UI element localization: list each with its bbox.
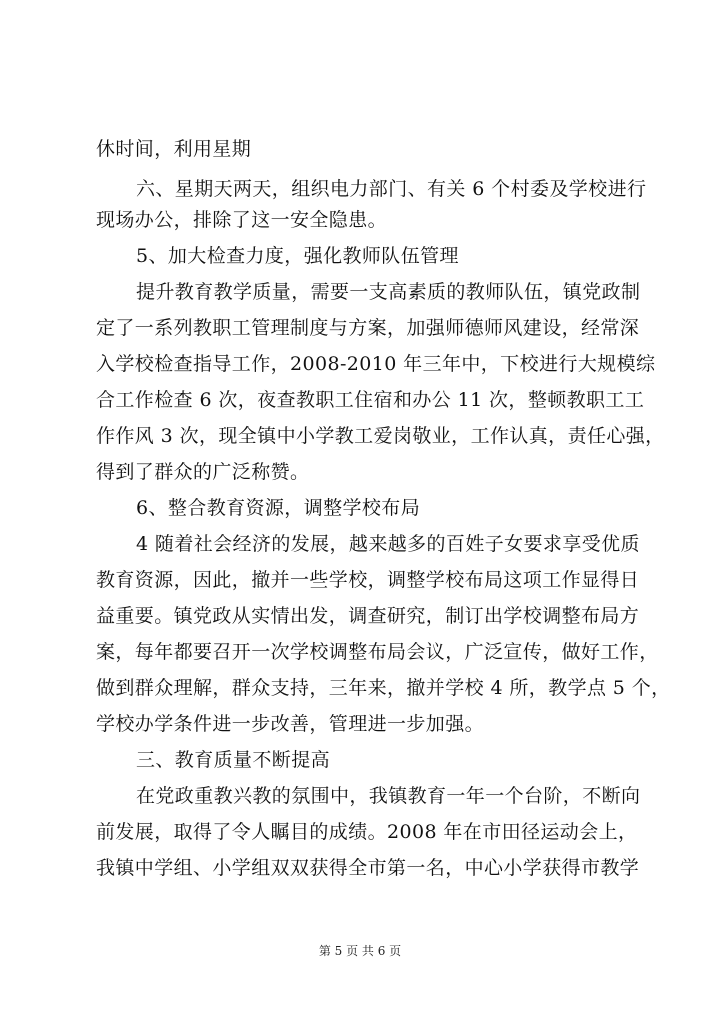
text-line: 休时间，利用星期 <box>96 138 252 160</box>
text-line: 我镇中学组、小学组双双获得全市第一名，中心小学获得市教学 <box>96 857 640 879</box>
text-line: 现场办公，排除了这一安全隐患。 <box>96 209 388 231</box>
text-line: 定了一系列教职工管理制度与方案，加强师德师风建设，经常深 <box>96 317 640 339</box>
text-line: 学校办学条件进一步改善，管理进一步加强。 <box>96 713 485 735</box>
text-line: 提升教育教学质量，需要一支高素质的教师队伍，镇党政制 <box>136 281 641 303</box>
section-heading: 三、教育质量不断提高 <box>136 749 331 771</box>
text-line: 合工作检查 6 次，夜查教职工住宿和办公 11 次，整顿教职工工 <box>96 389 645 411</box>
section-heading: 6、整合教育资源，调整学校布局 <box>136 497 421 519</box>
text-line: 益重要。镇党政从实情出发，调查研究，制订出学校调整布局方 <box>96 605 640 627</box>
text-line: 六、星期天两天，组织电力部门、有关 6 个村委及学校进行 <box>136 178 647 200</box>
section-heading: 5、加大检查力度，强化教师队伍管理 <box>136 245 459 267</box>
text-line: 做到群众理解，群众支持，三年来，撤并学校 4 所，教学点 5 个， <box>96 677 671 699</box>
text-line: 作作风 3 次，现全镇中小学教工爱岗敬业，工作认真，责任心强， <box>96 425 665 447</box>
text-line: 得到了群众的广泛称赞。 <box>96 461 310 483</box>
text-line: 入学校检查指导工作，2008-2010 年三年中，下校进行大规模综 <box>96 353 656 375</box>
text-line: 在党政重教兴教的氛围中，我镇教育一年一个台阶，不断向 <box>136 785 641 807</box>
text-line: 教育资源，因此，撤并一些学校，调整学校布局这项工作显得日 <box>96 569 640 591</box>
page-number-footer: 第 5 页 共 6 页 <box>318 944 402 958</box>
text-line: 案，每年都要召开一次学校调整布局会议，广泛宣传，做好工作， <box>96 641 659 663</box>
text-line: 前发展，取得了令人瞩目的成绩。2008 年在市田径运动会上， <box>96 821 638 843</box>
text-line: 4 随着社会经济的发展，越来越多的百姓子女要求享受优质 <box>136 533 640 555</box>
